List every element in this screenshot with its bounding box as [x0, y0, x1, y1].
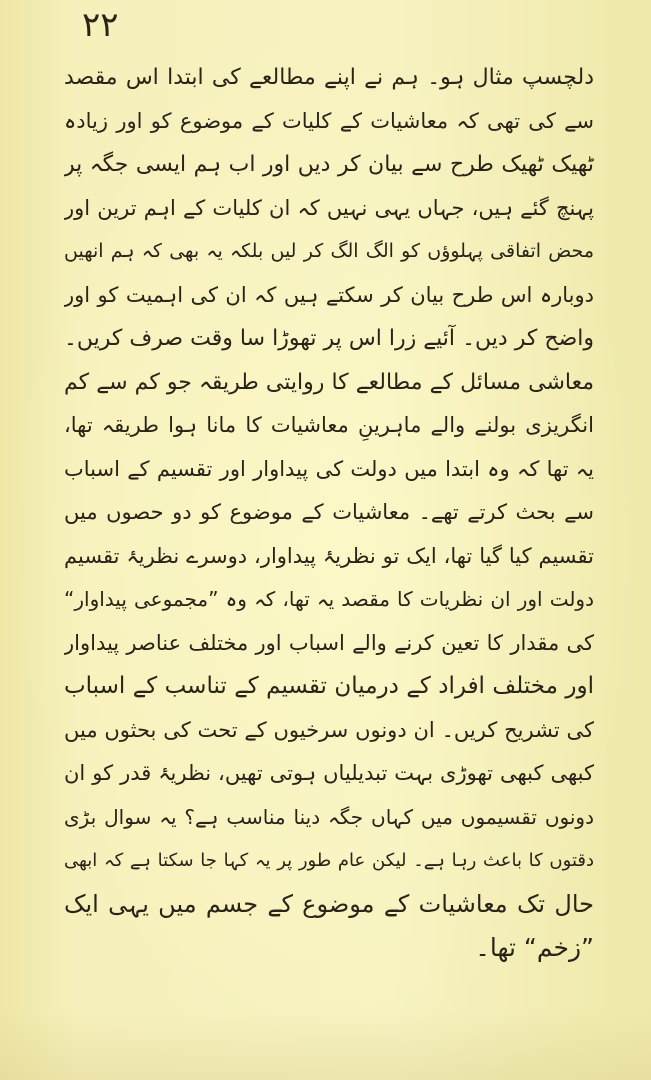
text-line-19: دقتوں کا باعث رہا ہے۔ لیکن عام طور پر یہ کہا جا سکتا ہے کہ ابھی — [64, 850, 594, 871]
text-line-14: کی مقدار کا تعین کرنے والے اسباب اور مختلف عناصر پیداوار — [64, 630, 594, 655]
text-line-7: واضح کر دیں۔ آئیے زرا اس پر تھوڑا سا وقت صرف کریں۔ — [64, 326, 594, 351]
text-line-5: محض اتفاقی پہلوؤں کو الگ الگ کر لیں بلکہ یہ بھی کہ ہم انھیں — [64, 240, 594, 262]
text-line-12: تقسیم کیا گیا تھا، ایک تو نظریۂ پیداوار، دوسرے نظریۂ تقسیم — [64, 543, 594, 568]
page-number: ۲۲ — [82, 5, 119, 45]
text-line-18: دونوں تقسیموں میں کہاں جگہ دینا مناسب ہے؟ یہ سوال بڑی — [64, 804, 594, 829]
text-line-17: کبھی کبھی تھوڑی بہت تبدیلیاں ہوتی تھیں، نظریۂ قدر کو ان — [64, 761, 594, 785]
text-line-6: دوبارہ اس طرح بیان کر سکتے ہیں کہ ان کی اہمیت کو اور — [64, 282, 594, 307]
text-line-9: انگریزی بولنے والے ماہرینِ معاشیات کا مانا ہوا طریقہ تھا، — [64, 413, 594, 437]
text-line-1: دلچسپ مثال ہو۔ ہم نے اپنے مطالعے کی ابتدا اس مقصد — [64, 65, 594, 90]
text-line-20: حال تک معاشیات کے موضوع کے جسم میں یہی ایک — [64, 889, 594, 918]
text-line-8: معاشی مسائل کے مطالعے کا روایتی طریقہ جو کم سے کم — [64, 369, 594, 395]
text-line-11: سے بحث کرتے تھے۔ معاشیات کے موضوع کو دو حصوں میں — [64, 500, 594, 524]
text-line-4: پہنچ گئے ہیں، جہاں یہی نہیں کہ ان کلیات کے اہم ترین اور — [64, 195, 594, 220]
text-line-2: سے کی تھی کہ معاشیات کے کلیات کے موضوع کو اور زیادہ — [64, 108, 594, 133]
text-line-16: کی تشریح کریں۔ ان دونوں سرخیوں کے تحت کی بحثوں میں — [64, 717, 594, 742]
text-line-3: ٹھیک ٹھیک طرح سے بیان کر دیں اور اب ہم ایسی جگہ پر — [64, 152, 594, 177]
text-line-10: یہ تھا کہ وہ ابتدا میں دولت کی پیداوار اور تقسیم کے اسباب — [64, 456, 594, 481]
text-line-21: ”زخم“ تھا۔ — [475, 933, 594, 962]
body-text — [64, 56, 594, 970]
text-line-13: دولت اور ان نظریات کا مقصد یہ تھا، کہ وہ ”مجموعی پیداوار“ — [64, 587, 594, 611]
text-line-15: اور مختلف افراد کے درمیان تقسیم کے تناسب کے اسباب — [64, 673, 594, 699]
